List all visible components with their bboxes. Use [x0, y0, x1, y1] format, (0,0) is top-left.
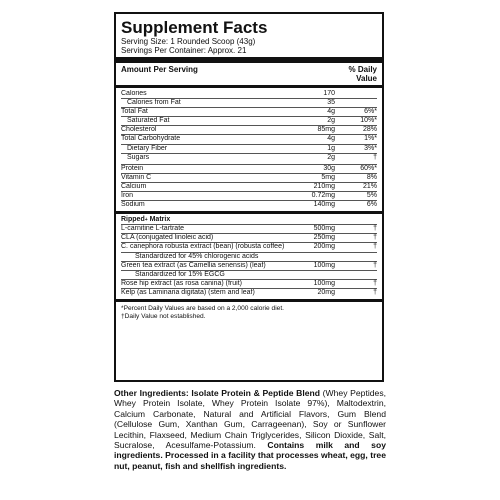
row-label: Sodium — [121, 201, 145, 209]
nutrient-row — [121, 144, 377, 153]
row-label: Rose hip extract (as rosa canina) (fruit) — [121, 279, 242, 287]
row-label: Saturated Fat — [127, 117, 170, 125]
matrix-row — [121, 270, 377, 279]
row-label: Cholesterol — [121, 126, 157, 134]
row-label: Total Carbohydrate — [121, 135, 181, 143]
allergen-statement: Contains milk and soy ingredients. Processed in a facility that processes wheat, egg, tree nut, peanut, fish and shellfish ingredients. — [114, 440, 386, 471]
row-amount: 100mg — [313, 279, 335, 287]
row-daily-value — [335, 99, 377, 107]
matrix-row — [121, 279, 377, 288]
nutrient-row — [121, 107, 377, 116]
row-daily-value: 21% — [362, 182, 377, 190]
nutrient-row — [121, 164, 377, 173]
matrix-row — [121, 233, 377, 242]
nutrient-row — [121, 191, 377, 200]
row-daily-value: 28% — [362, 126, 377, 134]
row-amount — [287, 271, 335, 279]
nutrient-row — [121, 173, 377, 182]
row-amount: 35 — [327, 99, 335, 107]
row-daily-value: 5% — [366, 192, 377, 200]
row-amount: 250mg — [313, 234, 335, 242]
row-amount: 85mg — [317, 126, 335, 134]
supplement-facts-panel — [114, 12, 384, 382]
row-daily-value — [335, 90, 377, 98]
matrix-row — [121, 224, 377, 233]
row-daily-value: † — [373, 261, 377, 269]
footnote-percent-dv: *Percent Daily Values are based on a 2,000 calorie diet. — [121, 304, 284, 312]
row-amount: 4g — [327, 135, 335, 143]
row-daily-value: 6%* — [364, 108, 377, 116]
row-amount: 2g — [327, 117, 335, 125]
nutrient-row — [121, 90, 377, 98]
row-label: C. canephora robusta extract (bean) (robusta coffee) — [121, 243, 285, 251]
ingredients-text: (Whey Peptides, Whey Protein Isolate, Whey Protein Isolate 97%), Maltodextrin, Calcium Carbonate, Natural and Artificial Flavors, Gum Blend (Cellulose Gum, Xanthan Gum, Carrageenan), Soy or Sunflower Lecithin, Flaxseed, Medium Chain Triglycerides, Silicon Dioxide, Salt, Sucralose, Acesulfame-Potassium. — [114, 388, 386, 451]
row-amount: 2g — [327, 153, 335, 161]
row-amount: 210mg — [313, 182, 335, 190]
row-daily-value: † — [373, 288, 377, 296]
row-label: Sugars — [127, 153, 150, 161]
row-amount: 100mg — [313, 261, 335, 269]
row-amount: 20mg — [317, 288, 335, 296]
row-daily-value: 8% — [366, 173, 377, 181]
row-daily-value: † — [373, 225, 377, 233]
row-label: Iron — [121, 192, 134, 200]
nutrient-row — [121, 153, 377, 162]
row-label: Calories — [121, 90, 147, 97]
column-header — [121, 65, 377, 83]
row-amount: 200mg — [313, 243, 335, 251]
panel-title: Supplement Facts — [121, 18, 268, 37]
other-ingredients — [114, 388, 386, 471]
row-amount: 140mg — [313, 201, 335, 209]
row-label: Calories from Fat — [127, 99, 181, 107]
row-amount — [287, 253, 335, 261]
row-amount: 1g — [327, 144, 335, 152]
row-amount: 500mg — [313, 225, 335, 233]
nutrient-row — [121, 116, 377, 125]
row-label: Calcium — [121, 182, 147, 190]
row-amount: 4g — [327, 108, 335, 116]
nutrient-row — [121, 98, 377, 107]
row-label: Total Fat — [121, 108, 148, 116]
row-daily-value: 3%* — [364, 144, 377, 152]
row-amount: 0.72mg — [311, 192, 335, 200]
divider-mid — [116, 299, 382, 302]
row-daily-value: † — [373, 279, 377, 287]
row-daily-value: 60%* — [360, 164, 377, 172]
nutrient-row — [121, 182, 377, 191]
row-amount: 30g — [323, 164, 335, 172]
matrix-table — [121, 224, 377, 297]
daily-value-label: % Daily Value — [348, 65, 377, 83]
row-label: Protein — [121, 164, 144, 172]
divider-mid — [116, 85, 382, 88]
matrix-row — [121, 261, 377, 270]
nutrient-row — [121, 125, 377, 134]
row-label: CLA (conjugated linoleic acid) — [121, 234, 214, 242]
row-label: Green tea extract (as Camellia senensis) (leaf) — [121, 261, 266, 269]
nutrient-row — [121, 200, 377, 209]
row-daily-value — [335, 253, 377, 261]
row-daily-value: † — [373, 234, 377, 242]
matrix-row — [121, 242, 377, 251]
row-label: L-carnitine L-tartrate — [121, 225, 185, 233]
ingredients-label: Other Ingredients: Isolate Protein & Peptide Blend — [114, 388, 321, 398]
row-label: Standardized for 45% chlorogenic acids — [135, 252, 259, 260]
nutrient-table — [121, 90, 377, 209]
row-label: Vitamin C — [121, 173, 152, 181]
row-daily-value: 1%* — [364, 135, 377, 143]
row-daily-value: 10%* — [360, 117, 377, 125]
matrix-row — [121, 288, 377, 297]
row-label: Dietary Fiber — [127, 144, 168, 152]
divider-thick — [116, 57, 382, 63]
serving-size: Serving Size: 1 Rounded Scoop (43g) — [121, 37, 256, 46]
matrix-title: Ripped+ Matrix — [121, 216, 171, 224]
row-label: Standardized for 15% EGCG — [135, 270, 225, 278]
row-daily-value: † — [373, 153, 377, 161]
divider-mid — [116, 211, 382, 214]
row-label: Kelp (as Laminaria digitata) (stem and leaf) — [121, 288, 255, 296]
row-amount: 5mg — [321, 173, 335, 181]
row-daily-value: † — [373, 243, 377, 251]
row-daily-value: 6% — [366, 201, 377, 209]
row-amount: 170 — [323, 90, 335, 97]
servings-per-container: Servings Per Container: Approx. 21 — [121, 46, 247, 55]
matrix-row — [121, 252, 377, 261]
footnotes — [121, 304, 377, 321]
nutrient-row — [121, 134, 377, 143]
row-daily-value — [335, 271, 377, 279]
footnote-dv-not-established: †Daily Value not established. — [121, 312, 206, 320]
amount-per-serving-label: Amount Per Serving — [121, 65, 198, 74]
